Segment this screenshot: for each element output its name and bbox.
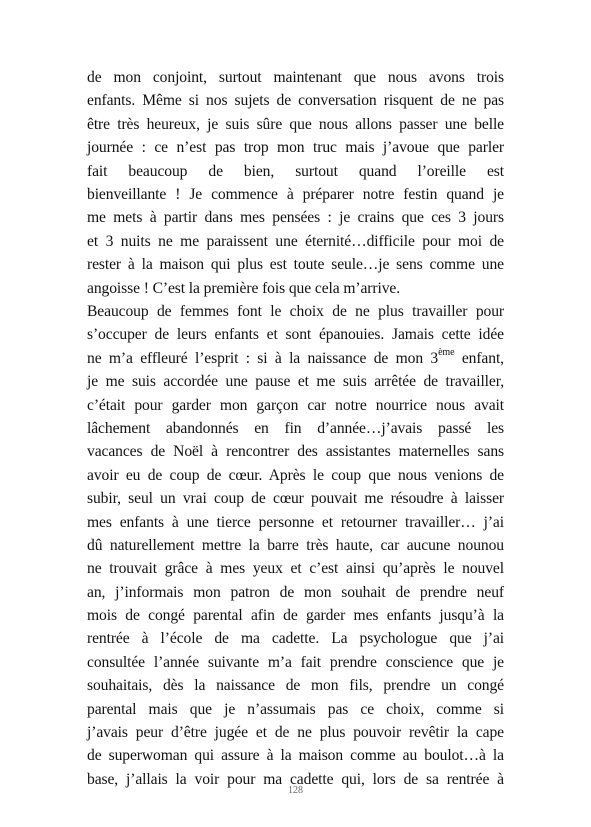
text-line: rester à la maison qui plus est toute seule…je sens comme une [87,256,504,274]
text-line: bienveillante ! Je commence à préparer notre festin quand je [87,185,504,203]
text-line: angoisse ! C’est la première fois que cela m’arrive. [87,279,401,297]
text-line-with-superscript [87,347,504,370]
text-line: être très heureux, je suis sûre que nous allons passer une belle [87,115,504,133]
text-segment: ne m’a effleuré l’esprit : si à la naissance de mon 3 [87,349,439,367]
text-line: vacances de Noël à rencontrer des assistantes maternelles sans [87,443,504,461]
text-segment: enfant, [454,349,504,367]
text-line: Beaucoup de femmes font le choix de ne plus travailler pour [87,303,504,320]
paragraph-2 [87,300,504,791]
text-line: dû naturellement mettre la barre très haute, car aucune nounou [87,536,504,554]
text-line: je me suis accordée une pause et me suis arrêtée de travailler, [87,373,504,391]
text-line: rentrée à l’école de ma cadette. La psychologue que j’ai [87,630,504,648]
ordinal-superscript: ème [438,346,455,358]
text-line: j’avais peur d’être jugée et de ne plus pouvoir revêtir la cape [87,724,504,742]
text-line: ne trouvait grâce à mes yeux et c’est ainsi qu’après le nouvel [87,560,504,578]
text-line: consultée l’année suivante m’a fait prendre conscience que je [87,653,504,671]
text-line: souhaitais, dès la naissance de mon fils, prendre un congé [87,677,504,695]
text-line: journée : ce n’est pas trop mon truc mais j’avoue que parler [87,139,504,157]
page-number: 128 [288,785,303,796]
text-line: enfants. Même si nos sujets de conversation risquent de ne pas [87,92,504,110]
text-line: parental mais que je n’assumais pas ce choix, comme si [87,700,504,718]
text-line: me mets à partir dans mes pensées : je crains que ces 3 jours [87,209,504,227]
text-line: fait beaucoup de bien, surtout quand l’oreille est [87,162,504,180]
text-line: avoir eu de coup de cœur. Après le coup que nous venions de [87,466,504,484]
text-line: mois de congé parental afin de garder mes enfants jusqu’à la [87,607,504,625]
text-line: de superwoman qui assure à la maison comme au boulot…à la [87,747,504,765]
text-line: mes enfants à une tierce personne et retourner travailler… j’ai [87,513,504,531]
text-line: et 3 nuits ne me paraissent une éternité…difficile pour moi de [87,232,504,250]
text-line: c’était pour garder mon garçon car notre nourrice nous avait [87,396,504,414]
text-line: s’occuper de leurs enfants et sont épanouies. Jamais cette idée [87,326,504,344]
text-line: an, j’informais mon patron de mon souhait de prendre neuf [87,583,504,601]
text-line: subir, seul un vrai coup de cœur pouvait me résoudre à laisser [87,490,504,508]
text-line: lâchement abandonnés en fin d’année…j’avais passé les [87,419,504,437]
paragraph-1 [87,66,504,300]
text-line: base, j’allais la voir pour ma cadette qui, lors de sa rentrée à [87,770,504,788]
text-line: de mon conjoint, surtout maintenant que nous avons trois [87,69,504,86]
